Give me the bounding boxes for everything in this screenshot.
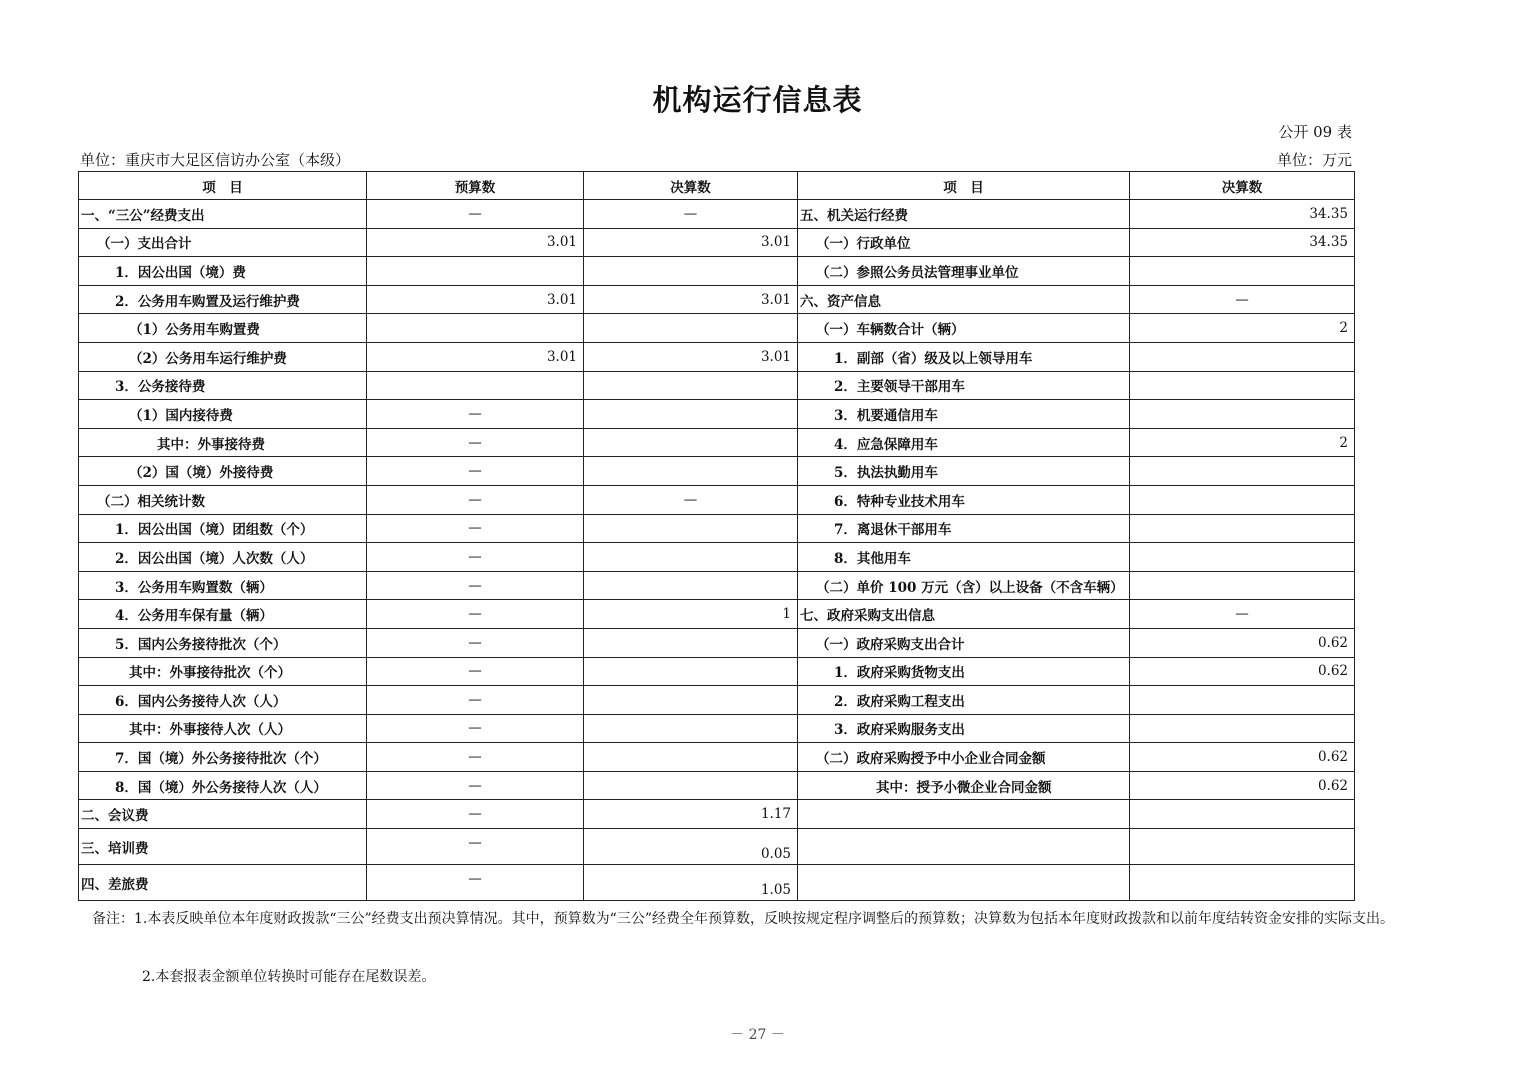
final-value: 1.05 [584, 865, 798, 901]
right-item [798, 800, 1130, 829]
table-row [79, 714, 1355, 743]
right-final-value [1130, 371, 1355, 400]
left-item: 6．国内公务接待人次（人） [79, 686, 367, 715]
budget-value: — [367, 628, 584, 657]
table-row [79, 829, 1355, 865]
budget-value: — [367, 200, 584, 229]
budget-value: — [367, 514, 584, 543]
table-row [79, 686, 1355, 715]
final-value: — [584, 485, 798, 514]
final-value [584, 543, 798, 572]
right-final-value [1130, 865, 1355, 901]
budget-value: — [367, 600, 584, 629]
table-row [79, 571, 1355, 600]
right-item: 3．政府采购服务支出 [798, 714, 1130, 743]
header-left-item: 项 目 [79, 172, 367, 200]
budget-value: 3.01 [367, 228, 584, 257]
budget-value: — [367, 771, 584, 800]
final-value [584, 400, 798, 429]
left-item: 1．因公出国（境）费 [79, 257, 367, 286]
unit-organization: 单位：重庆市大足区信访办公室（本级） [80, 151, 351, 169]
budget-value: — [367, 800, 584, 829]
right-final-value: 0.62 [1130, 628, 1355, 657]
final-value [584, 686, 798, 715]
final-value [584, 371, 798, 400]
final-value [584, 314, 798, 343]
right-item: （一）车辆数合计（辆） [798, 314, 1130, 343]
right-item: 4．应急保障用车 [798, 428, 1130, 457]
final-value: 1 [584, 600, 798, 629]
left-item: 四、差旅费 [79, 865, 367, 901]
final-value [584, 571, 798, 600]
right-item: 六、资产信息 [798, 285, 1130, 314]
left-item: 其中：外事接待费 [79, 428, 367, 457]
final-value [584, 771, 798, 800]
left-item: 2．公务用车购置及运行维护费 [79, 285, 367, 314]
right-item: （一）行政单位 [798, 228, 1130, 257]
right-item [798, 865, 1130, 901]
table-row [79, 543, 1355, 572]
right-final-value [1130, 571, 1355, 600]
budget-value: 3.01 [367, 342, 584, 371]
final-value: 3.01 [584, 285, 798, 314]
table-row [79, 228, 1355, 257]
right-item: 6．特种专业技术用车 [798, 485, 1130, 514]
table-row [79, 428, 1355, 457]
right-final-value: 34.35 [1130, 228, 1355, 257]
table-row [79, 314, 1355, 343]
table-row [79, 743, 1355, 772]
table-row [79, 865, 1355, 901]
right-item: 五、机关运行经费 [798, 200, 1130, 229]
right-final-value [1130, 457, 1355, 486]
final-value: 3.01 [584, 342, 798, 371]
table-row [79, 657, 1355, 686]
header-budget: 预算数 [367, 172, 584, 200]
right-item: 其中：授予小微企业合同金额 [798, 771, 1130, 800]
final-value [584, 743, 798, 772]
right-final-value: 2 [1130, 314, 1355, 343]
final-value [584, 657, 798, 686]
right-item [798, 829, 1130, 865]
table-row [79, 600, 1355, 629]
right-final-value [1130, 485, 1355, 514]
left-item: 1．因公出国（境）团组数（个） [79, 514, 367, 543]
table-row [79, 628, 1355, 657]
budget-value: 3.01 [367, 285, 584, 314]
header-right-final: 决算数 [1130, 172, 1355, 200]
table-row [79, 285, 1355, 314]
right-item: （二）政府采购授予中小企业合同金额 [798, 743, 1130, 772]
table-code: 公开 09 表 [1278, 123, 1352, 141]
table-row [79, 800, 1355, 829]
left-item: （一）支出合计 [79, 228, 367, 257]
left-item: 7．国（境）外公务接待批次（个） [79, 743, 367, 772]
left-item: 一、“三公”经费支出 [79, 200, 367, 229]
right-item: （一）政府采购支出合计 [798, 628, 1130, 657]
left-item: 3．公务接待费 [79, 371, 367, 400]
table-row [79, 514, 1355, 543]
right-item: 1．副部（省）级及以上领导用车 [798, 342, 1130, 371]
budget-value: — [367, 400, 584, 429]
right-item: 3．机要通信用车 [798, 400, 1130, 429]
right-item: 2．主要领导干部用车 [798, 371, 1130, 400]
left-item: 2．因公出国（境）人次数（人） [79, 543, 367, 572]
right-final-value [1130, 514, 1355, 543]
table-row [79, 457, 1355, 486]
final-value: 0.05 [584, 829, 798, 865]
right-item: 7．离退休干部用车 [798, 514, 1130, 543]
left-item: 三、培训费 [79, 829, 367, 865]
right-item: 8．其他用车 [798, 543, 1130, 572]
header-final: 决算数 [584, 172, 798, 200]
left-item: 3．公务用车购置数（辆） [79, 571, 367, 600]
left-item: 二、会议费 [79, 800, 367, 829]
page-title: 机构运行信息表 [652, 83, 863, 117]
budget-value: — [367, 686, 584, 715]
right-final-value: — [1130, 600, 1355, 629]
footnote-2: 2.本套报表金额单位转换时可能存在尾数误差。 [142, 969, 436, 985]
right-item: 1．政府采购货物支出 [798, 657, 1130, 686]
left-item: 其中：外事接待批次（个） [79, 657, 367, 686]
budget-value: — [367, 571, 584, 600]
left-item: （二）相关统计数 [79, 485, 367, 514]
left-item: 5．国内公务接待批次（个） [79, 628, 367, 657]
right-final-value: 0.62 [1130, 743, 1355, 772]
right-item: 2．政府采购工程支出 [798, 686, 1130, 715]
final-value: 1.17 [584, 800, 798, 829]
budget-value [367, 371, 584, 400]
right-final-value [1130, 829, 1355, 865]
unit-currency: 单位：万元 [1276, 151, 1352, 169]
right-final-value: 0.62 [1130, 657, 1355, 686]
budget-value: — [367, 865, 584, 901]
final-value [584, 428, 798, 457]
page-number: － 27 － [730, 1027, 785, 1043]
final-value [584, 257, 798, 286]
right-item: 5．执法执勤用车 [798, 457, 1130, 486]
right-final-value [1130, 543, 1355, 572]
table-row [79, 257, 1355, 286]
budget-value: — [367, 457, 584, 486]
budget-value [367, 257, 584, 286]
table-row [79, 771, 1355, 800]
right-final-value [1130, 400, 1355, 429]
right-item: （二）参照公务员法管理事业单位 [798, 257, 1130, 286]
budget-value: — [367, 714, 584, 743]
budget-value: — [367, 829, 584, 865]
right-final-value [1130, 342, 1355, 371]
table-row [79, 485, 1355, 514]
table-row [79, 371, 1355, 400]
budget-value: — [367, 657, 584, 686]
final-value [584, 628, 798, 657]
info-table [78, 171, 1355, 901]
table-row [79, 400, 1355, 429]
budget-value [367, 314, 584, 343]
right-final-value [1130, 800, 1355, 829]
table-header-row [79, 172, 1355, 200]
table-row [79, 342, 1355, 371]
right-final-value: — [1130, 285, 1355, 314]
final-value [584, 714, 798, 743]
footnote-1: 备注：1.本表反映单位本年度财政拨款“三公”经费支出预决算情况。其中，预算数为“三公”经费全年预算数，反映按规定程序调整后的预算数；决算数为包括本年度财政拨款和以前年度结转资金安排的实际支出。 [92, 911, 1394, 927]
left-item: （2）国（境）外接待费 [79, 457, 367, 486]
right-final-value [1130, 714, 1355, 743]
left-item: 4．公务用车保有量（辆） [79, 600, 367, 629]
left-item: （1）国内接待费 [79, 400, 367, 429]
final-value [584, 514, 798, 543]
left-item: 其中：外事接待人次（人） [79, 714, 367, 743]
left-item: （2）公务用车运行维护费 [79, 342, 367, 371]
budget-value: — [367, 428, 584, 457]
final-value [584, 457, 798, 486]
header-right-item: 项 目 [798, 172, 1130, 200]
budget-value: — [367, 743, 584, 772]
right-item: 七、政府采购支出信息 [798, 600, 1130, 629]
table-row [79, 200, 1355, 229]
right-final-value: 2 [1130, 428, 1355, 457]
right-item: （二）单价 100 万元（含）以上设备（不含车辆） [798, 571, 1130, 600]
right-final-value [1130, 686, 1355, 715]
left-item: 8．国（境）外公务接待人次（人） [79, 771, 367, 800]
final-value: 3.01 [584, 228, 798, 257]
right-final-value: 34.35 [1130, 200, 1355, 229]
budget-value: — [367, 543, 584, 572]
left-item: （1）公务用车购置费 [79, 314, 367, 343]
right-final-value: 0.62 [1130, 771, 1355, 800]
right-final-value [1130, 257, 1355, 286]
budget-value: — [367, 485, 584, 514]
final-value: — [584, 200, 798, 229]
